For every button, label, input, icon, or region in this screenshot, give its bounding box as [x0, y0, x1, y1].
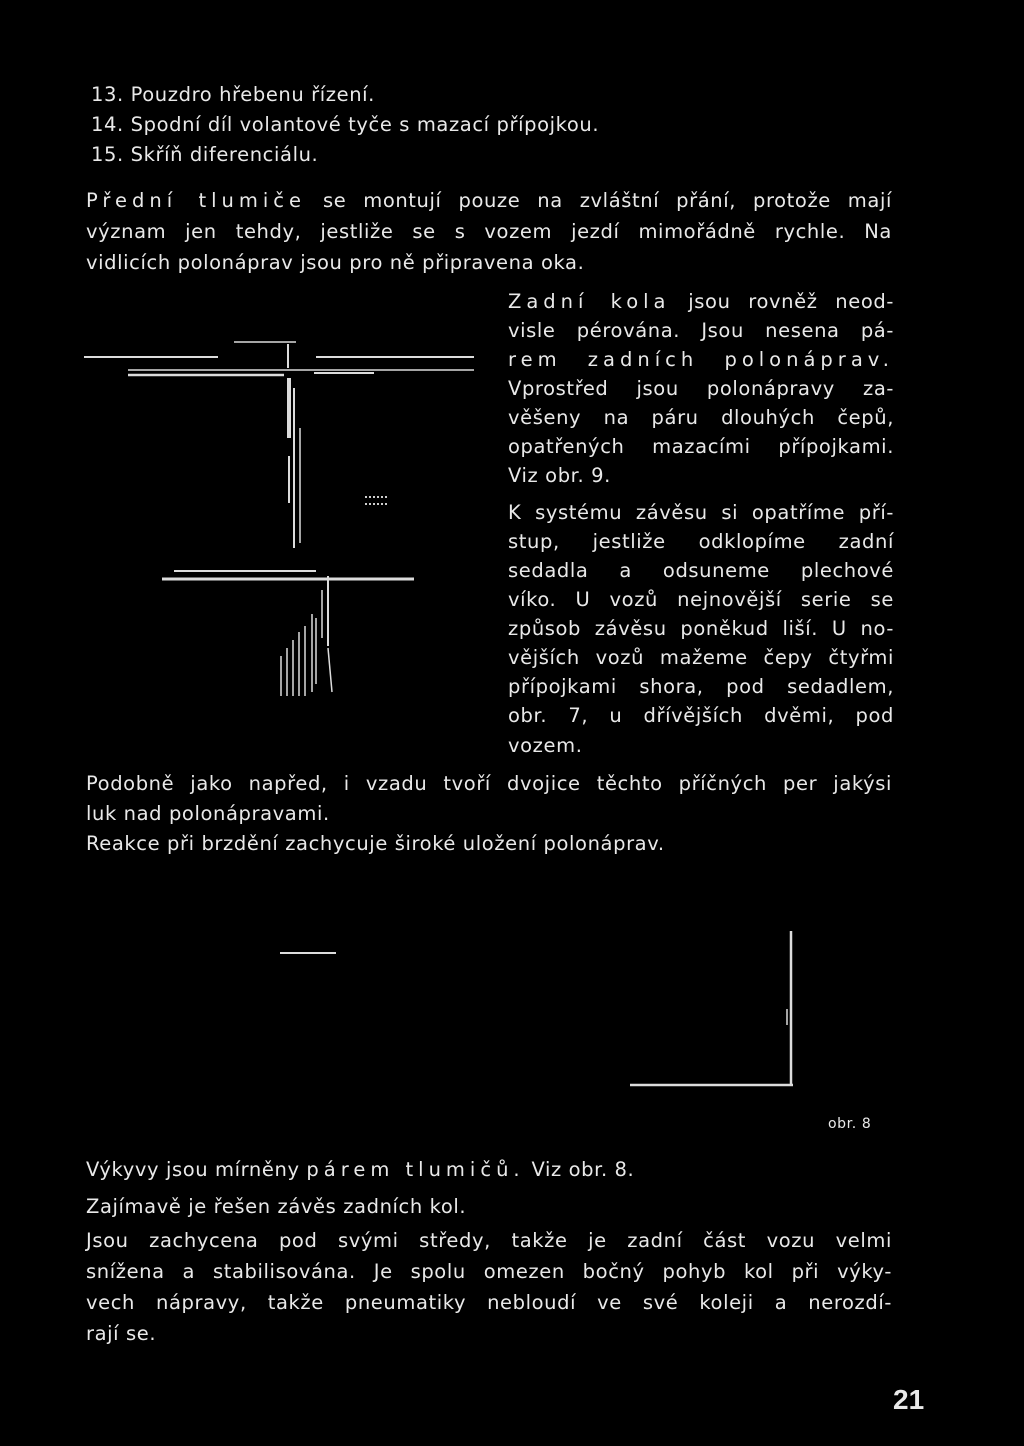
- shock-absorber-figure: [270, 925, 810, 1095]
- rear-wheels-line-9: stup, jestliže odklopíme zadní: [508, 530, 894, 553]
- rear-wheels-line-6: opatřených mazacími přípojkami.: [508, 435, 894, 458]
- front-shock-lead: Přední tlumiče: [86, 189, 307, 212]
- dotted-detail: [365, 496, 387, 505]
- rear-leaf-line-1: Podobně jako napřed, i vzadu tvoří dvojice těchto příčných per jakýsi: [86, 772, 892, 795]
- final-line-2: snížena a stabilisována. Je spolu omezen bočný pohyb kol při výky-: [86, 1260, 892, 1283]
- page-number: 21: [893, 1384, 925, 1415]
- legend-item-14: 14. Spodní díl volantové tyče s mazací přípojkou.: [91, 113, 600, 136]
- legend-item-13: 13. Pouzdro hřebenu řízení.: [91, 83, 375, 106]
- oscillation-before: Výkyvy jsou mírněny: [86, 1158, 300, 1181]
- rear-wheels-lead: Zadní kola: [508, 290, 671, 313]
- rear-wheels-line-8: K systému závěsu si opatříme pří-: [508, 501, 894, 524]
- front-shock-line-1: [86, 186, 892, 216]
- front-shock-rest: se montují pouze na zvláštní přání, protože mají: [322, 189, 892, 212]
- final-line-1: Jsou zachycena pod svými středy, takže je zadní část vozu velmi: [86, 1229, 892, 1252]
- front-shock-line-3: vidlicích polonáprav jsou pro ně připravena oka.: [86, 251, 585, 274]
- oscillation-line: [86, 1155, 634, 1185]
- rear-wheels-rest: jsou rovněž neod-: [688, 290, 894, 313]
- rear-wheels-line-7: Viz obr. 9.: [508, 464, 611, 487]
- rear-wheels-line-1: [508, 287, 894, 317]
- oscillation-spaced: párem tlumičů.: [306, 1158, 525, 1181]
- rear-wheels-line-5: věšeny na páru dlouhých čepů,: [508, 406, 894, 429]
- rear-wheels-line-15: obr. 7, u dřívějších dvěmi, pod: [508, 704, 894, 727]
- final-line-3: vech nápravy, takže pneumatiky nebloudí ve své koleji a nerozdí-: [86, 1291, 892, 1314]
- braking-line: Reakce při brzdění zachycuje široké uložení polonáprav.: [86, 832, 665, 855]
- rear-wheels-line-4: Vprostřed jsou polonápravy za-: [508, 377, 894, 400]
- suspension-line: Zajímavě je řešen závěs zadních kol.: [86, 1195, 467, 1218]
- rear-wheels-line-11: víko. U vozů nejnovější serie se: [508, 588, 894, 611]
- front-shock-line-2: význam jen tehdy, jestliže se s vozem jezdí mimořádně rychle. Na: [86, 220, 892, 243]
- legend-item-15: 15. Skříň diferenciálu.: [91, 143, 319, 166]
- final-line-4: rají se.: [86, 1322, 157, 1345]
- rear-wheels-line-3: rem zadních polonáprav.: [508, 348, 894, 371]
- rear-leaf-line-2: luk nad polonápravami.: [86, 802, 330, 825]
- rear-suspension-figure: [84, 328, 484, 708]
- rear-wheels-line-2: visle pérována. Jsou nesena pá-: [508, 319, 894, 342]
- rear-wheels-line-10: sedadla a odsuneme plechové: [508, 559, 894, 582]
- figure-caption: obr. 8: [828, 1116, 872, 1132]
- oscillation-after: Viz obr. 8.: [531, 1158, 635, 1181]
- rear-wheels-line-14: přípojkami shora, pod sedadlem,: [508, 675, 894, 698]
- rear-wheels-line-16: vozem.: [508, 734, 583, 757]
- rear-wheels-line-12: způsob závěsu poněkud liší. U no-: [508, 617, 894, 640]
- rear-wheels-line-13: vějších vozů mažeme čepy čtyřmi: [508, 646, 894, 669]
